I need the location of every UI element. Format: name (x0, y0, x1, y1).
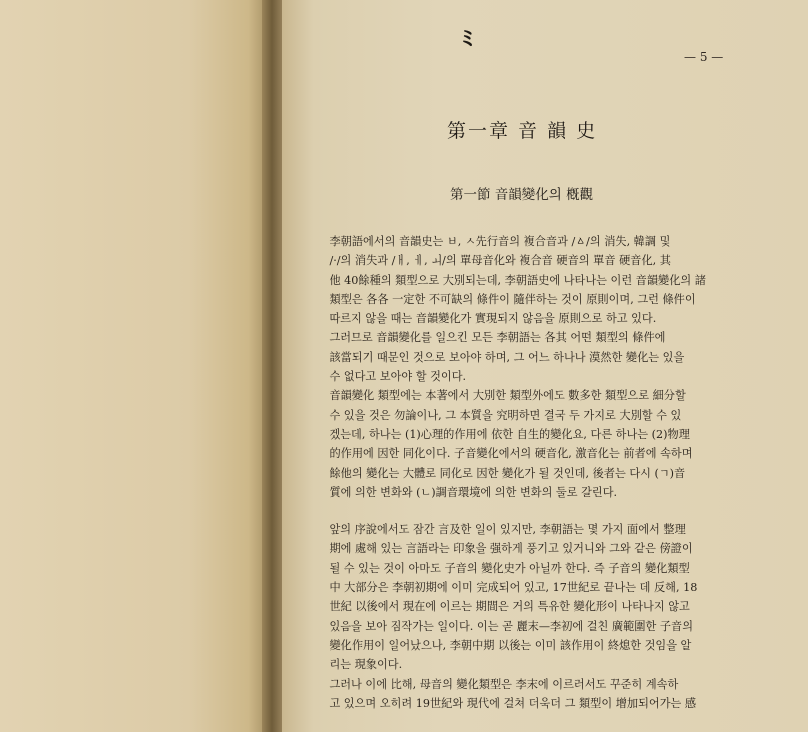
paragraph (316, 232, 756, 328)
text-line: 世紀 以後에서 現在에 이르는 期間은 거의 특유한 變化形이 나타나지 않고 (329, 600, 690, 614)
text-line: 餘他의 變化는 大體로 同化로 因한 變化가 될 것인데, 後者는 다시 (ㄱ)音 (329, 466, 686, 480)
book-gutter (262, 0, 284, 732)
text-line: 期에 處해 있는 言語라는 印象을 强하게 풍기고 있거니와 그와 같은 傍證이 (329, 542, 693, 556)
body-text (316, 232, 756, 713)
section-title: 第一節 音韻變化의 槪觀 (450, 187, 594, 203)
text-line: 수 없다고 보아야 할 것이다. (329, 370, 467, 384)
text-line: 될 수 있는 것이 아마도 子音의 變化史가 아닐까 한다. 즉 子音의 變化類型 (329, 561, 690, 575)
text-line: 類型은 各各 一定한 不可缺의 條件이 隨伴하는 것이 原則이며, 그런 條件이 (329, 292, 696, 306)
text-line: 앞의 序說에서도 잠간 言及한 일이 있지만, 李朝語는 몇 가지 面에서 整理 (329, 523, 686, 537)
text-line: 他 40餘種의 類型으로 大別되는데, 李朝語史에 나타나는 이런 音韻變化의 諸 (329, 273, 706, 287)
paragraph (316, 386, 756, 502)
text-line: 中 大部分은 李朝初期에 이미 完成되어 있고, 17世紀로 끝나는 데 反해, 18 (329, 581, 698, 595)
paragraph (316, 520, 756, 674)
left-page (0, 0, 270, 732)
text-line: 李朝語에서의 音韻史는 ㅂ, ㅅ先行音의 複合音과 /ㅿ/의 消失, 韓調 및 (329, 235, 671, 248)
text-line: 的作用에 因한 同化이다. 子音變化에서의 硬音化, 激音化는 前者에 속하며 (329, 447, 693, 461)
ink-mark: ﾐ (462, 26, 474, 52)
text-line: 따르지 않을 때는 音韻變化가 實現되지 않음을 原則으로 하고 있다. (329, 312, 657, 326)
text-line: 變化作用이 일어났으나, 李朝中期 以後는 이미 該作用이 終熄한 것임을 알 (329, 638, 692, 652)
text-line: 그러므로 音韻變化를 일으킨 모든 李朝語는 各其 어떤 類型의 條件에 (329, 331, 666, 345)
paragraph (316, 675, 756, 714)
page-number: — 5 — (684, 50, 724, 64)
text-line: /·/의 消失과 /ㅐ, ㅔ, ㅚ/의 單母音化와 複合音 硬音의 單音 硬音化, 其 (329, 254, 671, 268)
text-line: 質에 의한 변화와 (ㄴ)調音環境에 의한 변화의 둘로 갈린다. (329, 485, 618, 499)
paragraph (316, 328, 756, 386)
text-line: 그러나 이에 比해, 母音의 變化類型은 李末에 이르러서도 꾸준히 계속하 (329, 677, 679, 691)
text-line: 고 있으며 오히려 19世紀와 現代에 걸쳐 더욱더 그 類型이 增加되어가는 感 (329, 696, 697, 710)
text-line: 수 있을 것은 勿論이나, 그 本質을 究明하면 결국 두 가지로 大別할 수 있 (329, 408, 682, 422)
text-line: 리는 現象이다. (329, 658, 403, 672)
text-line: 있음을 보아 짐작가는 일이다. 이는 곧 麗末—李初에 걸친 廣範圍한 子音의 (329, 619, 694, 633)
chapter-title: 第一章 音 韻 史 (447, 120, 598, 142)
text-line: 該當되기 때문인 것으로 보아야 하며, 그 어느 하나나 漠然한 變化는 있을 (329, 350, 685, 364)
text-line: 音韻變化 類型에는 本著에서 大別한 類型外에도 數多한 類型으로 細分할 (329, 389, 686, 403)
text-line: 겠는데, 하나는 (1)心理的作用에 依한 自生的變化요, 다른 하나는 (2)物理 (329, 427, 690, 441)
